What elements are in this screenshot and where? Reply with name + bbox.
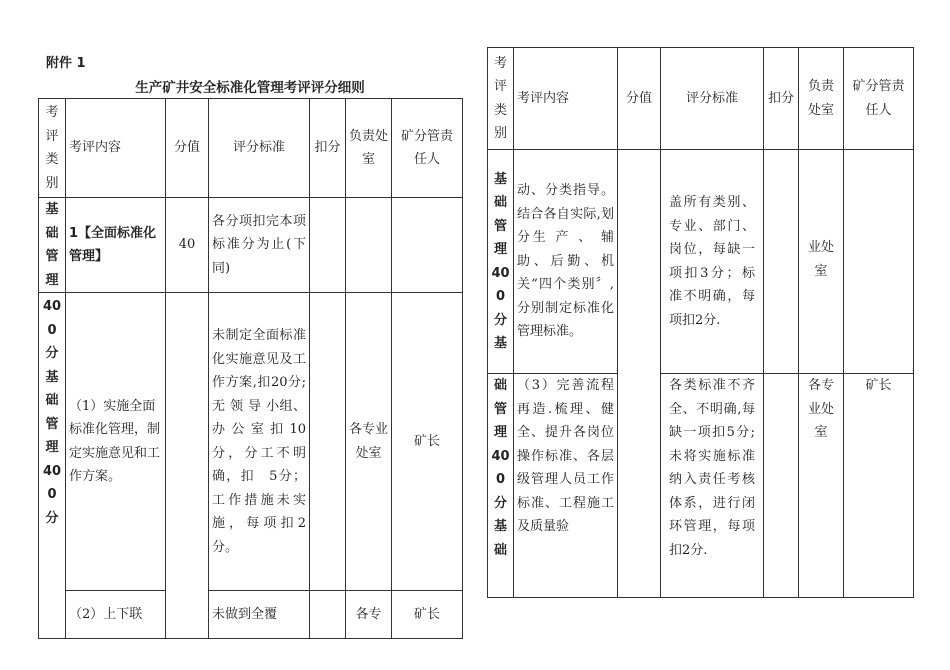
table-row	[488, 150, 914, 374]
item-dept	[346, 198, 392, 293]
item-person: 矿长	[392, 293, 463, 591]
item-content: （2）上下联	[66, 591, 166, 639]
item-person	[392, 198, 463, 293]
header-dept: 负责处室	[346, 99, 392, 198]
item-standard: 未制定全面标准化实施意见及工作方案,扣20分;无 领 导 小组、办公室扣10分，分工不明确，扣 5分；工作措施未实施，每项扣2分。	[209, 293, 310, 591]
header-standard: 评分标准	[209, 99, 310, 198]
header-category: 考评类别	[488, 48, 514, 150]
header-category: 考评类别	[39, 99, 66, 198]
table-row	[39, 293, 463, 591]
left-scoring-table	[38, 98, 463, 639]
header-score: 分值	[618, 48, 661, 150]
header-standard: 评分标准	[661, 48, 764, 150]
header-dept: 负责处室	[799, 48, 844, 150]
category-cell: 基础管理400分基	[488, 150, 514, 374]
item-standard: 盖所有类别、专业、部门、岗位，每缺一项扣3分；标准不明确，每项扣2分.	[661, 150, 764, 374]
item-deduct	[310, 293, 346, 591]
item-dept: 各专业处室	[346, 293, 392, 591]
header-deduct: 扣分	[764, 48, 799, 150]
item-deduct	[764, 374, 799, 598]
item-content: 动、分类指导。结合各自实际,划分生 产 、 辅助、后勤、机关“四个类别〞,分别制定标准化管理标准。	[514, 150, 618, 374]
right-scoring-table	[487, 47, 914, 598]
header-person: 矿分管责任人	[392, 99, 463, 198]
attachment-label: 附件 1	[46, 56, 86, 71]
header-row	[39, 99, 463, 198]
item-person: 矿长	[844, 374, 914, 598]
item-person	[844, 150, 914, 374]
item-content: （3）完善流程再造.梳理、健全、提升各岗位操作标准、各层级管理人员工作标准、工程施工及质量验	[514, 374, 618, 598]
item-score	[618, 150, 661, 598]
category-cell: 基础管理	[39, 198, 66, 293]
header-row	[488, 48, 914, 150]
header-content: 考评内容	[66, 99, 166, 198]
item-standard: 各类标准不齐全、不明确,每缺一项扣5分;未将实施标准纳入责任考核体系，进行闭环管理，每项扣2分.	[661, 374, 764, 598]
item-standard: 各分项扣完本项标准分为止(下同)	[209, 198, 310, 293]
category-cell: 400分基础管理400分	[39, 293, 66, 639]
document-title: 生产矿井安全标准化管理考评评分细则	[135, 80, 365, 96]
table-row	[488, 374, 914, 598]
item-score: 40	[166, 198, 209, 293]
header-score: 分值	[166, 99, 209, 198]
item-deduct	[764, 150, 799, 374]
category-cell: 础管理400分基础	[488, 374, 514, 598]
table-row	[39, 198, 463, 293]
header-content: 考评内容	[514, 48, 618, 150]
table-row	[39, 591, 463, 639]
item-standard: 未做到全覆	[209, 591, 310, 639]
item-dept: 各专业处室	[799, 374, 844, 598]
item-dept: 各专	[346, 591, 392, 639]
item-dept: 业处室	[799, 150, 844, 374]
item-content: （1）实施全面标准化管理，制定实施意见和工作方案。	[66, 293, 166, 591]
item-person: 矿长	[392, 591, 463, 639]
item-score	[166, 293, 209, 639]
item-deduct	[310, 591, 346, 639]
item-deduct	[310, 198, 346, 293]
header-person: 矿分管责任人	[844, 48, 914, 150]
header-deduct: 扣分	[310, 99, 346, 198]
item-content: 1【全面标准化管理】	[66, 198, 166, 293]
